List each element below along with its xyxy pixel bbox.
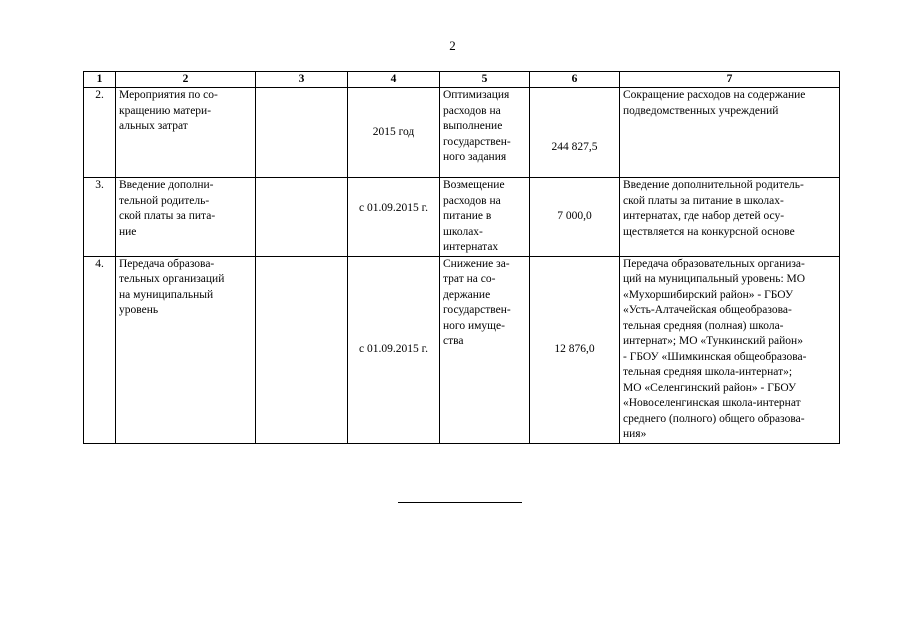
date-cell: с 01.09.2015 г. [348,256,440,443]
table-row [84,256,840,443]
amount-cell: 12 876,0 [530,256,620,443]
note-text: Введение дополнительной родитель- ской платы за питание в школах- интернатах, где набор детей осу- ществляется на конкурсной основе [623,179,804,238]
end-divider-line [398,502,522,503]
measure-cell [116,178,256,257]
empty-cell [256,88,348,178]
measure-text: Передача образова- тельных организаций на муниципальный уровень [119,257,225,316]
measure-text: Мероприятия по со- кращению матери- альных затрат [119,89,218,132]
goal-text: Оптимизация расходов на выполнение государствен- ного задания [443,89,511,163]
goal-cell [440,178,530,257]
goal-text: Снижение за- трат на со- держание государствен- ного имуще- ства [443,257,511,347]
header-cell-3: 3 [256,72,348,88]
header-cell-5: 5 [440,72,530,88]
measure-text: Введение дополни- тельной родитель- ской платы за пита- ние [119,179,216,238]
amount-cell: 244 827,5 [530,88,620,178]
goal-cell [440,88,530,178]
note-text: Передача образовательных организа- ций на муниципальный уровень: МО «Мухоршибирский район» - ГБОУ «Усть-Алтачейская общеобразова- тельная средняя (полная) школа- интернат»; МО «Тункинский район» - ГБОУ «Шимкинская общеобразова- тельная средняя школа-интернат»; МО «Селенгинский район» - ГБОУ «Новоселенгинская школа-интернат среднего (полного) общего образова- ния» [623,257,807,440]
goal-cell [440,256,530,443]
goal-text: Возмещение расходов на питание в школах- интернатах [443,179,505,253]
header-cell-7: 7 [620,72,840,88]
header-cell-4: 4 [348,72,440,88]
empty-cell [256,256,348,443]
page-number: 2 [449,38,456,53]
note-cell [620,88,840,178]
note-cell [620,256,840,443]
note-text: Сокращение расходов на содержание подведомственных учреждений [623,89,806,117]
measures-table [83,71,840,444]
table-row [84,88,840,178]
amount-cell: 7 000,0 [530,178,620,257]
header-row [84,72,840,88]
row-number: 4. [84,256,116,443]
measure-cell [116,88,256,178]
measure-cell [116,256,256,443]
header-cell-6: 6 [530,72,620,88]
empty-cell [256,178,348,257]
date-cell: с 01.09.2015 г. [348,178,440,257]
note-cell [620,178,840,257]
date-cell: 2015 год [348,88,440,178]
row-number: 3. [84,178,116,257]
row-number: 2. [84,88,116,178]
header-cell-1: 1 [84,72,116,88]
header-cell-2: 2 [116,72,256,88]
table-row [84,178,840,257]
